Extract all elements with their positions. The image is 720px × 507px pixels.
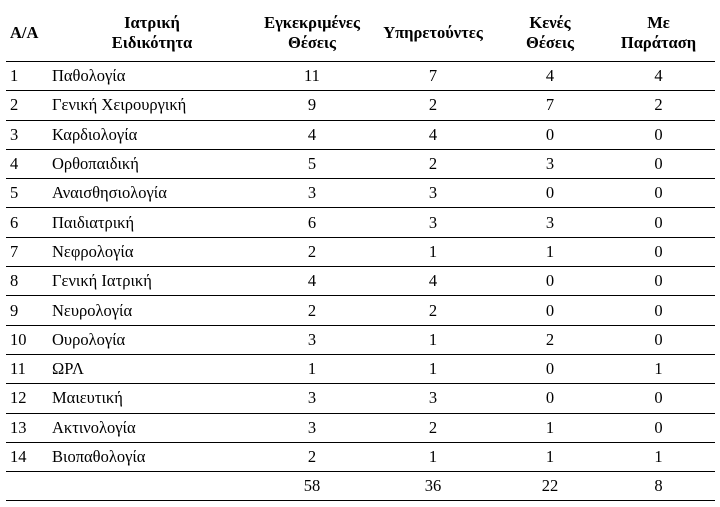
row-approved: 2 <box>256 296 368 325</box>
header-vacant-line-2: Θέσεις <box>526 33 574 52</box>
row-extension: 0 <box>602 325 715 354</box>
header-vacant-line-1: Κενές <box>529 13 571 32</box>
row-approved: 5 <box>256 149 368 178</box>
row-serving: 1 <box>368 237 498 266</box>
row-extension: 0 <box>602 384 715 413</box>
totals-row <box>6 472 715 501</box>
row-specialty: Καρδιολογία <box>48 120 256 149</box>
row-extension: 0 <box>602 120 715 149</box>
row-index: 4 <box>6 149 48 178</box>
row-vacant: 0 <box>498 267 602 296</box>
table-row <box>6 91 715 120</box>
row-index: 8 <box>6 267 48 296</box>
row-vacant: 2 <box>498 325 602 354</box>
row-extension: 0 <box>602 413 715 442</box>
table-row <box>6 354 715 383</box>
row-specialty: Μαιευτική <box>48 384 256 413</box>
row-extension: 0 <box>602 237 715 266</box>
total-approved: 58 <box>256 472 368 501</box>
row-vacant: 0 <box>498 296 602 325</box>
totals-label-empty <box>48 472 256 501</box>
row-serving: 2 <box>368 149 498 178</box>
header-row <box>6 5 715 62</box>
row-approved: 1 <box>256 354 368 383</box>
row-serving: 4 <box>368 120 498 149</box>
table-row <box>6 179 715 208</box>
row-vacant: 0 <box>498 354 602 383</box>
row-vacant: 1 <box>498 413 602 442</box>
totals-index-empty <box>6 472 48 501</box>
row-approved: 2 <box>256 442 368 471</box>
header-extension-line-1: Με <box>647 13 670 32</box>
header-specialty-line-1: Ιατρική <box>124 13 180 32</box>
row-approved: 4 <box>256 120 368 149</box>
row-extension: 1 <box>602 354 715 383</box>
row-index: 6 <box>6 208 48 237</box>
row-specialty: Ορθοπαιδική <box>48 149 256 178</box>
header-extension-line-2: Παράταση <box>620 33 697 52</box>
row-approved: 6 <box>256 208 368 237</box>
row-extension: 1 <box>602 442 715 471</box>
row-index: 13 <box>6 413 48 442</box>
row-extension: 0 <box>602 179 715 208</box>
row-specialty: Νευρολογία <box>48 296 256 325</box>
row-approved: 3 <box>256 413 368 442</box>
row-approved: 9 <box>256 91 368 120</box>
row-index: 7 <box>6 237 48 266</box>
row-serving: 7 <box>368 62 498 91</box>
header-vacant <box>498 5 602 62</box>
row-serving: 2 <box>368 91 498 120</box>
row-approved: 4 <box>256 267 368 296</box>
header-serving-line-1: Υπηρετούντες <box>383 23 483 42</box>
row-vacant: 0 <box>498 384 602 413</box>
total-vacant: 22 <box>498 472 602 501</box>
row-vacant: 7 <box>498 91 602 120</box>
row-index: 10 <box>6 325 48 354</box>
row-index: 9 <box>6 296 48 325</box>
table-row <box>6 325 715 354</box>
row-extension: 0 <box>602 208 715 237</box>
row-approved: 11 <box>256 62 368 91</box>
row-vacant: 3 <box>498 208 602 237</box>
row-index: 1 <box>6 62 48 91</box>
row-serving: 1 <box>368 442 498 471</box>
row-serving: 1 <box>368 325 498 354</box>
header-specialty <box>48 5 256 62</box>
total-extension: 8 <box>602 472 715 501</box>
row-approved: 2 <box>256 237 368 266</box>
header-approved-line-2: Θέσεις <box>288 33 336 52</box>
row-index: 3 <box>6 120 48 149</box>
row-serving: 3 <box>368 384 498 413</box>
table-row <box>6 384 715 413</box>
row-serving: 3 <box>368 179 498 208</box>
row-serving: 1 <box>368 354 498 383</box>
header-extension <box>602 5 715 62</box>
table-row <box>6 237 715 266</box>
row-vacant: 1 <box>498 442 602 471</box>
table-row <box>6 267 715 296</box>
table-row <box>6 296 715 325</box>
row-specialty: Ουρολογία <box>48 325 256 354</box>
row-extension: 0 <box>602 149 715 178</box>
row-vacant: 1 <box>498 237 602 266</box>
row-extension: 0 <box>602 267 715 296</box>
row-vacant: 3 <box>498 149 602 178</box>
row-vacant: 0 <box>498 179 602 208</box>
row-index: 11 <box>6 354 48 383</box>
row-serving: 3 <box>368 208 498 237</box>
row-index: 5 <box>6 179 48 208</box>
row-specialty: Αναισθησιολογία <box>48 179 256 208</box>
row-index: 12 <box>6 384 48 413</box>
table-row <box>6 208 715 237</box>
row-specialty: Βιοπαθολογία <box>48 442 256 471</box>
row-specialty: Νεφρολογία <box>48 237 256 266</box>
row-vacant: 0 <box>498 120 602 149</box>
table-row <box>6 62 715 91</box>
row-vacant: 4 <box>498 62 602 91</box>
row-specialty: Παθολογία <box>48 62 256 91</box>
table-row <box>6 442 715 471</box>
header-approved-line-1: Εγκεκριμένες <box>264 13 360 32</box>
row-index: 2 <box>6 91 48 120</box>
table-row <box>6 149 715 178</box>
table-row <box>6 120 715 149</box>
row-index: 14 <box>6 442 48 471</box>
row-extension: 0 <box>602 296 715 325</box>
header-serving <box>368 5 498 62</box>
table-row <box>6 413 715 442</box>
row-serving: 2 <box>368 413 498 442</box>
header-specialty-line-2: Ειδικότητα <box>111 33 193 52</box>
row-serving: 4 <box>368 267 498 296</box>
specialty-positions-table <box>6 5 715 501</box>
row-specialty: Ακτινολογία <box>48 413 256 442</box>
total-serving: 36 <box>368 472 498 501</box>
row-approved: 3 <box>256 179 368 208</box>
row-specialty: Παιδιατρική <box>48 208 256 237</box>
header-approved <box>256 5 368 62</box>
header-index: Α/Α <box>6 5 48 62</box>
row-approved: 3 <box>256 384 368 413</box>
row-specialty: Γενική Χειρουργική <box>48 91 256 120</box>
row-extension: 2 <box>602 91 715 120</box>
row-approved: 3 <box>256 325 368 354</box>
row-serving: 2 <box>368 296 498 325</box>
row-extension: 4 <box>602 62 715 91</box>
row-specialty: Γενική Ιατρική <box>48 267 256 296</box>
row-specialty: ΩΡΛ <box>48 354 256 383</box>
